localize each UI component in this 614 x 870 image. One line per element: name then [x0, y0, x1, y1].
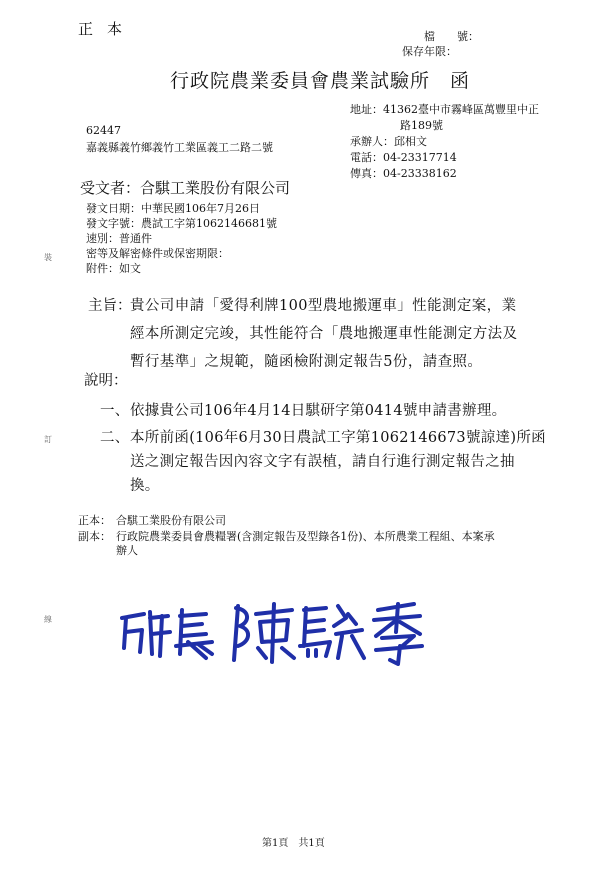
meta-speed-row: [86, 232, 277, 247]
item-text: [130, 426, 566, 498]
item-1-line-1: 依據貴公司106年4月14日騏研字第0414號申請書辦理。: [130, 403, 507, 419]
contact-row: [350, 135, 539, 151]
sender-address-row-2: [350, 119, 539, 135]
issue-date: 中華民國106年7月26日: [141, 202, 260, 215]
explanation-item: [100, 426, 566, 498]
recipient-name: 合騏工業股份有限公司: [140, 179, 291, 197]
page-footer: 第1頁 共1頁: [262, 838, 325, 849]
address-line-2: 路189號: [400, 119, 443, 132]
meta-docno-row: [86, 217, 277, 232]
subject-section: [88, 292, 566, 376]
explanation-item: [100, 399, 566, 423]
sender-contact-block: [350, 103, 539, 183]
meta-date-row: [86, 202, 277, 217]
meta-attachment-row: [86, 262, 277, 277]
subject-line-1: 貴公司申請「愛得利牌100型農地搬運車」性能測定案，業: [130, 298, 517, 314]
subject-text: [130, 292, 566, 376]
meta-secrecy-row: [86, 247, 277, 262]
address-line-1: 41362臺中市霧峰區萬豐里中正: [383, 103, 539, 116]
binding-mark-top: 裝: [44, 253, 52, 262]
fax-row: [350, 167, 539, 183]
recipient-address: 嘉義縣義竹鄉義竹工業區義工二路二號: [86, 141, 273, 154]
doc-number: 農試工字第1062146681號: [141, 217, 277, 230]
subject-line-3: 暫行基準」之規範，隨函檢附測定報告5份，請查照。: [130, 354, 483, 370]
agency-title: 行政院農業委員會農業試驗所 函: [170, 70, 471, 92]
subject-label: 主旨：: [88, 298, 132, 314]
date-label: 發文日期：: [86, 202, 141, 215]
retention-period-label: 保存年限：: [402, 45, 457, 58]
item-2-line-3: 換。: [130, 478, 160, 494]
recipient-line: [80, 177, 290, 198]
item-number: 一、: [100, 403, 130, 419]
attachment-label: 附件：: [86, 262, 119, 275]
item-2-line-2: 送之測定報告因內容文字有誤植，請自行進行測定報告之抽: [130, 454, 515, 470]
director-signature: [116, 596, 436, 666]
fax-label: 傳真：: [350, 167, 383, 180]
copy-label: 副本：: [78, 530, 111, 543]
contact-name: 邱相文: [394, 135, 427, 148]
sender-address-row: [350, 103, 539, 119]
fax-number: 04-23338162: [383, 167, 457, 180]
secrecy-label: 密等及解密條件或保密期限：: [86, 247, 229, 260]
file-number-label: 檔 號：: [424, 30, 479, 43]
copy-recipient-row: [78, 530, 558, 558]
item-2-line-1: 本所前函(106年6月30日農試工字第1062146673號諒達)所函: [130, 430, 546, 446]
distribution-block: [78, 514, 558, 558]
phone-label: 電話：: [350, 151, 383, 164]
binding-mark-bottom: 線: [44, 615, 52, 624]
original-label: 正本：: [78, 514, 111, 527]
contact-label: 承辦人：: [350, 135, 394, 148]
speed-label: 速別：: [86, 232, 119, 245]
address-label: 地址：: [350, 103, 383, 116]
binding-mark-middle: 訂: [44, 435, 52, 444]
recipient-label: 受文者：: [80, 179, 141, 197]
copy-line-1: 行政院農業委員會農糧署(含測定報告及型錄各1份)、本所農業工程組、本案承: [116, 530, 495, 543]
copy-recipients: [116, 530, 558, 558]
copy-type-mark: 正本: [78, 20, 137, 38]
phone-row: [350, 151, 539, 167]
item-text: [130, 399, 566, 423]
attachment-value: 如文: [119, 262, 141, 275]
original-recipient: 合騏工業股份有限公司: [116, 514, 226, 527]
item-number: 二、: [100, 430, 130, 446]
recipient-postal-code: 62447: [86, 124, 121, 137]
phone-number: 04-23317714: [383, 151, 457, 164]
original-recipient-row: [78, 514, 558, 528]
copy-line-2: 辦人: [116, 544, 138, 557]
speed-value: 普通件: [119, 232, 152, 245]
doc-number-label: 發文字號：: [86, 217, 141, 230]
explanation-label: 說明：: [84, 373, 128, 389]
subject-line-2: 經本所測定完竣，其性能符合「農地搬運車性能測定方法及: [130, 326, 518, 342]
document-meta: [86, 202, 277, 277]
